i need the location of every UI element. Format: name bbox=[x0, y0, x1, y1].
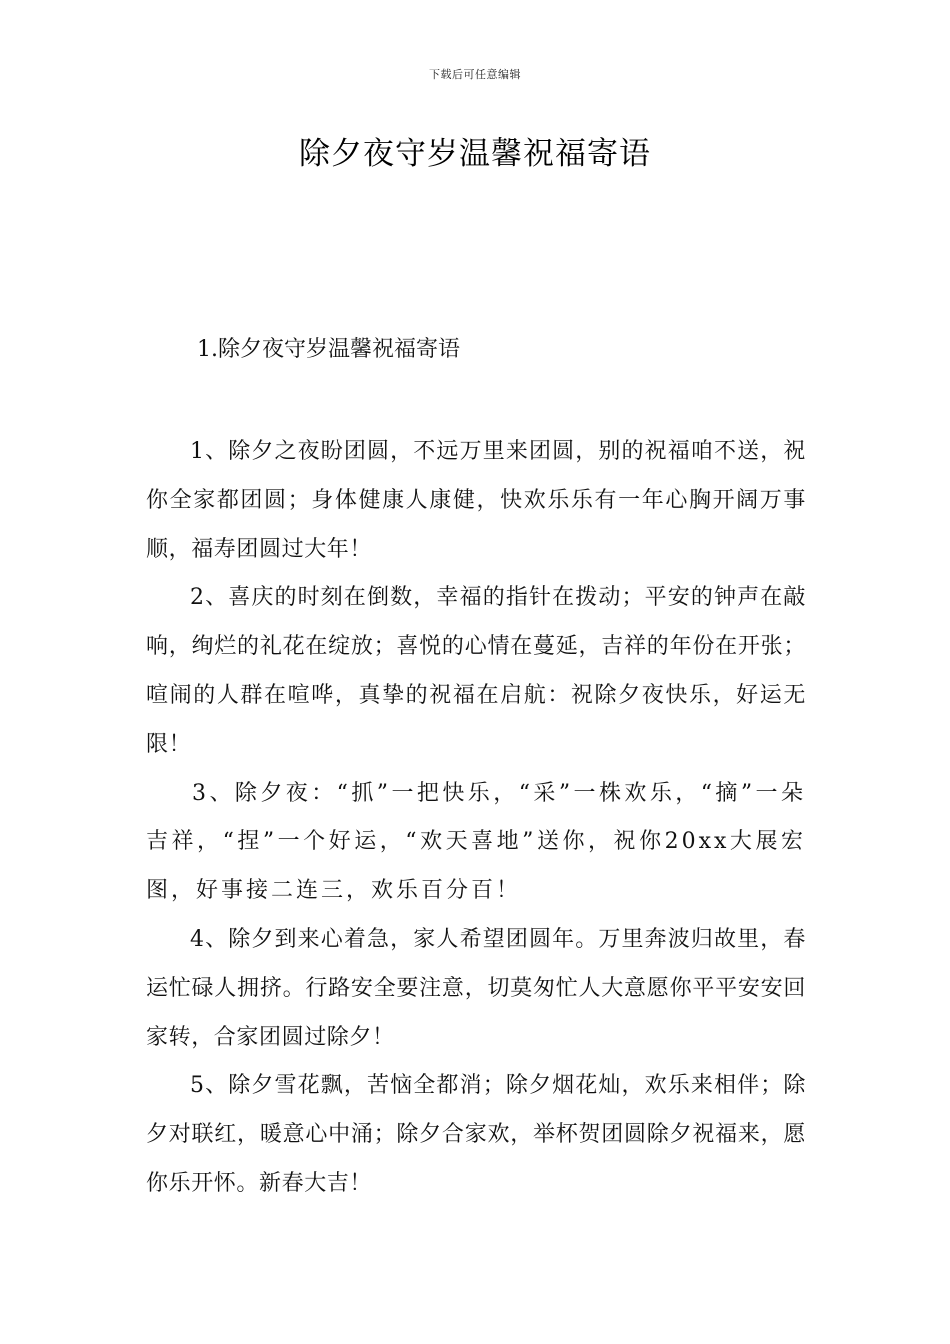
paragraph-3: 3、除夕夜：“抓”一把快乐，“采”一株欢乐，“摘”一朵吉祥，“捏”一个好运，“欢天喜地”送你，祝你20xx大展宏图，好事接二连三，欢乐百分百！ bbox=[146, 780, 806, 904]
section-heading: 1.除夕夜守岁温馨祝福寄语 bbox=[197, 337, 460, 362]
paragraph-1: 1、除夕之夜盼团圆，不远万里来团圆，别的祝福咱不送，祝你全家都团圆；身体健康人康健，快欢乐乐有一年心胸开阔万事顺，福寿团圆过大年！ bbox=[146, 439, 806, 562]
paragraph-5: 5、除夕雪花飘，苦恼全都消；除夕烟花灿，欢乐来相伴；除夕对联红，暖意心中涌；除夕合家欢，举杯贺团圆除夕祝福来，愿你乐开怀。新春大吉！ bbox=[146, 1073, 806, 1196]
paragraph-2: 2、喜庆的时刻在倒数，幸福的指针在拨动；平安的钟声在敲响，绚烂的礼花在绽放；喜悦的心情在蔓延，吉祥的年份在开张；喧闹的人群在喧哗，真挚的祝福在启航：祝除夕夜快乐，好运无限！ bbox=[146, 585, 806, 757]
document-title: 除夕夜守岁温馨祝福寄语 bbox=[299, 136, 651, 172]
header-note: 下载后可任意编辑 bbox=[429, 68, 521, 81]
paragraph-4: 4、除夕到来心着急，家人希望团圆年。万里奔波归故里，春运忙碌人拥挤。行路安全要注意，切莫匆忙人大意愿你平平安安回家转，合家团圆过除夕！ bbox=[146, 926, 806, 1050]
document-body bbox=[146, 428, 806, 1209]
